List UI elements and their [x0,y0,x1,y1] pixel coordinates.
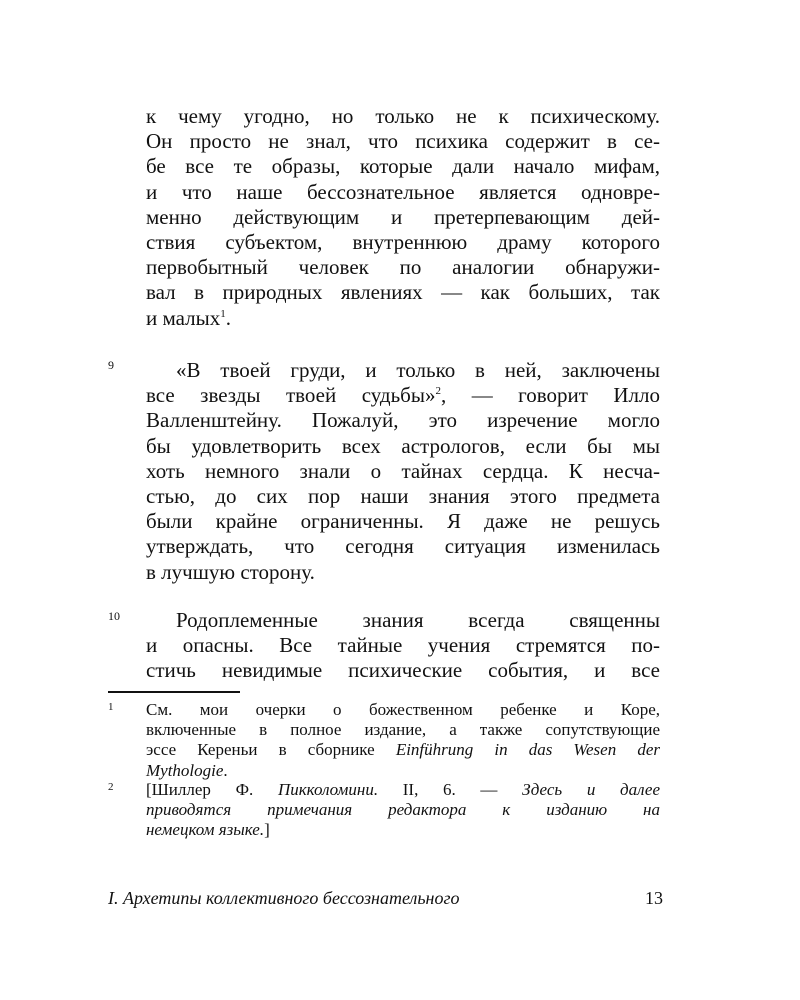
chapter-title: I. Архетипы коллективного бессознательного [108,888,460,908]
text-line: Валленштейну. Пожалуй, это изречение могло [146,408,660,433]
text-fragment: II, 6. — [378,780,523,799]
footnote-1 [146,700,660,781]
paragraph-10 [146,608,660,684]
text-line: бе все те образы, которые дали начало мифам, [146,154,660,179]
text-fragment: все звезды твоей судьбы» [146,383,436,408]
footnote-ref: 1 [220,307,226,320]
book-title: Einführung in das Wesen der [395,740,660,760]
footnote-2 [146,780,660,841]
editor-note: приводятся примечания редактора к изданию на [146,800,660,820]
paragraph-9 [146,358,660,585]
text-line: были крайне ограниченны. Я даже не решусь [146,509,660,534]
text-line: менно действующим и претерпевающим дей- [146,204,660,229]
paragraph-number: 10 [108,609,120,623]
page-number: 13 [645,888,663,908]
text-line: хоть немного знали о тайнах сердца. К несча- [146,458,660,483]
text-fragment: . [225,305,231,330]
footnote-line [146,820,660,840]
book-title: Mythologie [146,760,224,780]
text-line: Он просто не знал, что психика содержит в се- [146,129,660,154]
paragraph-number: 9 [108,358,114,372]
text-fragment: [Шиллер Ф. [146,780,278,799]
footnote-line [146,740,660,760]
text-fragment: , — говорит Илло [440,383,661,408]
paragraph-continued [146,104,660,331]
footnote-line: См. мои очерки о божественном ребенке и Коре, [146,700,660,719]
text-line: стичь невидимые психические события, и все [146,658,660,683]
text-fragment: эссе Кереньи в сборнике [146,740,396,760]
text-line: утверждать, что сегодня ситуация изменилась [146,534,660,559]
footnote-ref: 2 [435,385,441,398]
text-line: и опасны. Все тайные учения стремятся по- [146,633,660,658]
running-footer [108,884,663,912]
footnote-line [146,780,660,800]
text-line: ствия субъектом, внутреннюю драму которого [146,230,660,255]
footnote-marker: 2 [108,781,114,793]
text-fragment: и малых [146,305,221,330]
editor-note: немецком языке. [146,820,265,840]
footnote-line [146,800,660,820]
text-fragment: . [223,760,228,780]
text-line: к чему угодно, но только не к психическому. [146,104,660,128]
footnote-line: включенные в полное издание, а также сопутствующие [146,720,660,740]
text-line: Родоплеменные знания всегда священны [176,608,660,632]
editor-note: Здесь и далее [522,780,661,799]
text-line [146,383,660,408]
text-line: первобытный человек по аналогии обнаружи- [146,255,660,280]
text-fragment: ] [264,820,270,840]
text-line: вал в природных явлениях — как больших, так [146,280,660,305]
text-line: и что наше бессознательное является одновре- [146,179,660,204]
text-line: бы удовлетворить всех астрологов, если бы мы [146,433,660,458]
text-line: стью, до сих пор наши знания этого предмета [146,484,660,509]
footnote-marker: 1 [108,701,114,713]
text-line [146,306,660,331]
text-line: «В твоей груди, и только в ней, заключены [176,358,660,382]
footnote-line [146,761,660,781]
work-title: Пикколомини. [277,780,379,799]
text-line: в лучшую сторону. [146,559,315,584]
footnote-divider [108,691,240,693]
